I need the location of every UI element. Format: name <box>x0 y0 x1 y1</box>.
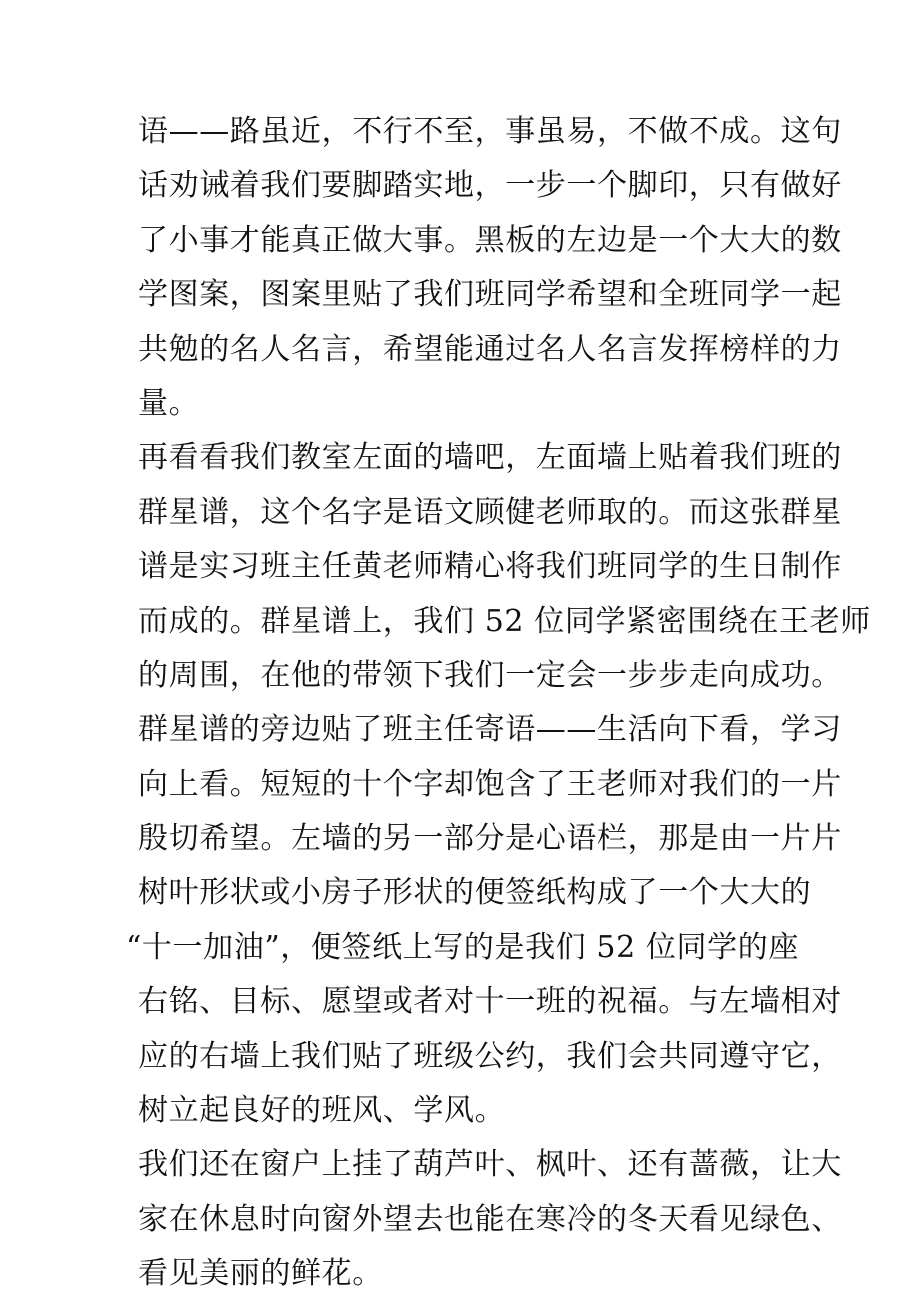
text-line: 看见美丽的鲜花。 <box>138 1256 383 1292</box>
text-line: 了小事才能真正做大事。黑板的左边是一个大大的数 <box>138 222 842 258</box>
text-line: 我们还在窗户上挂了葫芦叶、枫叶、还有蔷薇，让大 <box>138 1147 842 1183</box>
text-line: 群星谱，这个名字是语文顾健老师取的。而这张群星 <box>138 494 842 530</box>
text-line: 共勉的名人名言，希望能通过名人名言发挥榜样的力 <box>138 331 842 367</box>
body-text <box>126 105 871 1302</box>
text-line: 而成的。群星谱上，我们 52 位同学紧密围绕在王老师 <box>138 603 871 639</box>
text-line: 向上看。短短的十个字却饱含了王老师对我们的一片 <box>138 766 842 802</box>
text-line: 量。 <box>138 385 200 421</box>
text-line: 谱是实习班主任黄老师精心将我们班同学的生日制作 <box>138 549 842 585</box>
text-line: 殷切希望。左墙的另一部分是心语栏，那是由一片片 <box>138 821 842 857</box>
text-line: “十一加油”，便签纸上写的是我们 52 位同学的座 <box>126 929 799 965</box>
text-line: 群星谱的旁边贴了班主任寄语——生活向下看，学习 <box>138 712 842 748</box>
text-line: 话劝诫着我们要脚踏实地，一步一个脚印，只有做好 <box>138 168 842 204</box>
text-line: 的周围，在他的带领下我们一定会一步步走向成功。 <box>138 657 842 693</box>
text-line: 语——路虽近，不行不至，事虽易，不做不成。这句 <box>138 114 842 149</box>
text-line: 树叶形状或小房子形状的便签纸构成了一个大大的 <box>138 875 812 911</box>
text-line: 树立起良好的班风、学风。 <box>138 1093 506 1129</box>
text-line: 应的右墙上我们贴了班级公约，我们会共同遵守它， <box>138 1038 842 1074</box>
text-line: 家在休息时向窗外望去也能在寒冷的冬天看见绿色、 <box>138 1201 842 1237</box>
text-line: 右铭、目标、愿望或者对十一班的祝福。与左墙相对 <box>138 984 842 1020</box>
text-line: 学图案，图案里贴了我们班同学希望和全班同学一起 <box>138 277 842 313</box>
text-line: 再看看我们教室左面的墙吧，左面墙上贴着我们班的 <box>138 440 842 476</box>
